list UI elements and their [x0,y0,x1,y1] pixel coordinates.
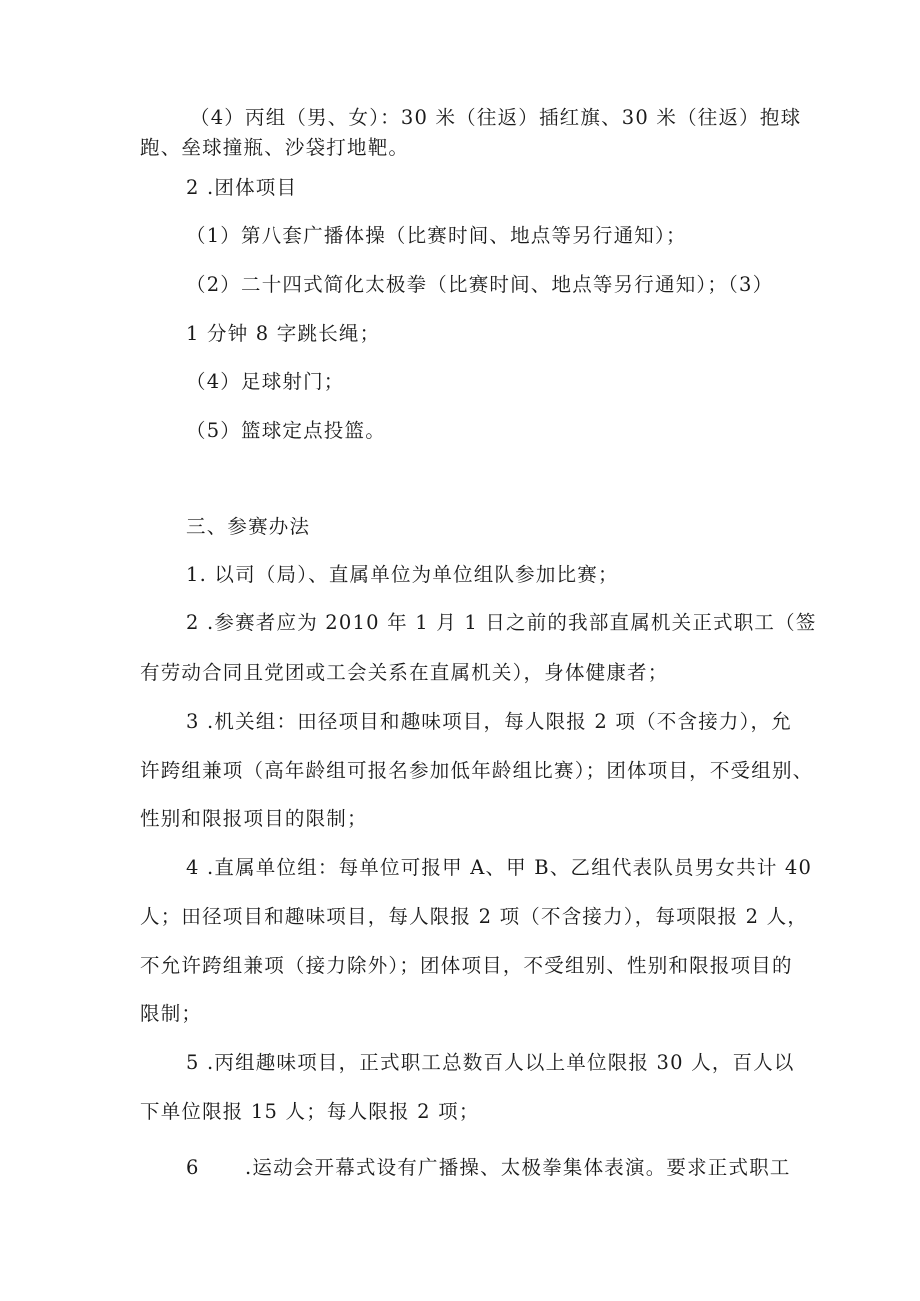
text-line: 许跨组兼项（高年龄组可报名参加低年龄组比赛）；团体项目，不受组别、 [140,759,814,782]
list-number: 6 [186,1156,200,1179]
text-line: （4）足球射门； [186,370,345,393]
text-line: 1 分钟 8 字跳长绳； [186,322,381,345]
section-heading: 三、参赛办法 [186,515,311,538]
text-line: 不允许跨组兼项（接力除外）；团体项目，不受组别、性别和限报项目的 [140,954,793,977]
text-line: 5 .丙组趣味项目，正式职工总数百人以上单位限报 30 人，百人以 [186,1051,795,1074]
text-line: （1）第八套广播体操（比赛时间、地点等另行通知）； [186,224,687,247]
text-line: 限制； [140,1002,203,1025]
text-line: 4 .直属单位组：每单位可报甲 A、甲 B、乙组代表队员男女共计 40 [186,856,813,879]
text-line: 下单位限报 15 人；每人限报 2 项； [140,1100,480,1123]
text-line: 跑、垒球撞瓶、沙袋打地靶。 [140,136,410,159]
text-line: .运动会开幕式设有广播操、太极拳集体表演。要求正式职工 [245,1156,791,1179]
text-line: 有劳动合同且党团或工会关系在直属机关），身体健康者； [140,661,669,684]
text-line: 人；田径项目和趣味项目，每人限报 2 项（不含接力），每项限报 2 人， [140,905,809,928]
section-heading: 2 .团体项目 [186,176,298,199]
text-line: 2 .参赛者应为 2010 年 1 月 1 日之前的我部直属机关正式职工（签 [186,611,817,634]
text-line: （5）篮球定点投篮。 [186,419,386,442]
text-line: （4）丙组（男、女）：30 米（往返）插红旗、30 米（往返）抱球 [190,106,802,129]
text-line: 3 .机关组：田径项目和趣味项目，每人限报 2 项（不含接力），允 [186,710,792,733]
text-line: 性别和限报项目的限制； [140,807,368,830]
text-line: 1. 以司（局）、直属单位为单位组队参加比赛； [186,563,619,586]
text-line: （2）二十四式简化太极拳（比赛时间、地点等另行通知）；（3） [186,273,774,296]
